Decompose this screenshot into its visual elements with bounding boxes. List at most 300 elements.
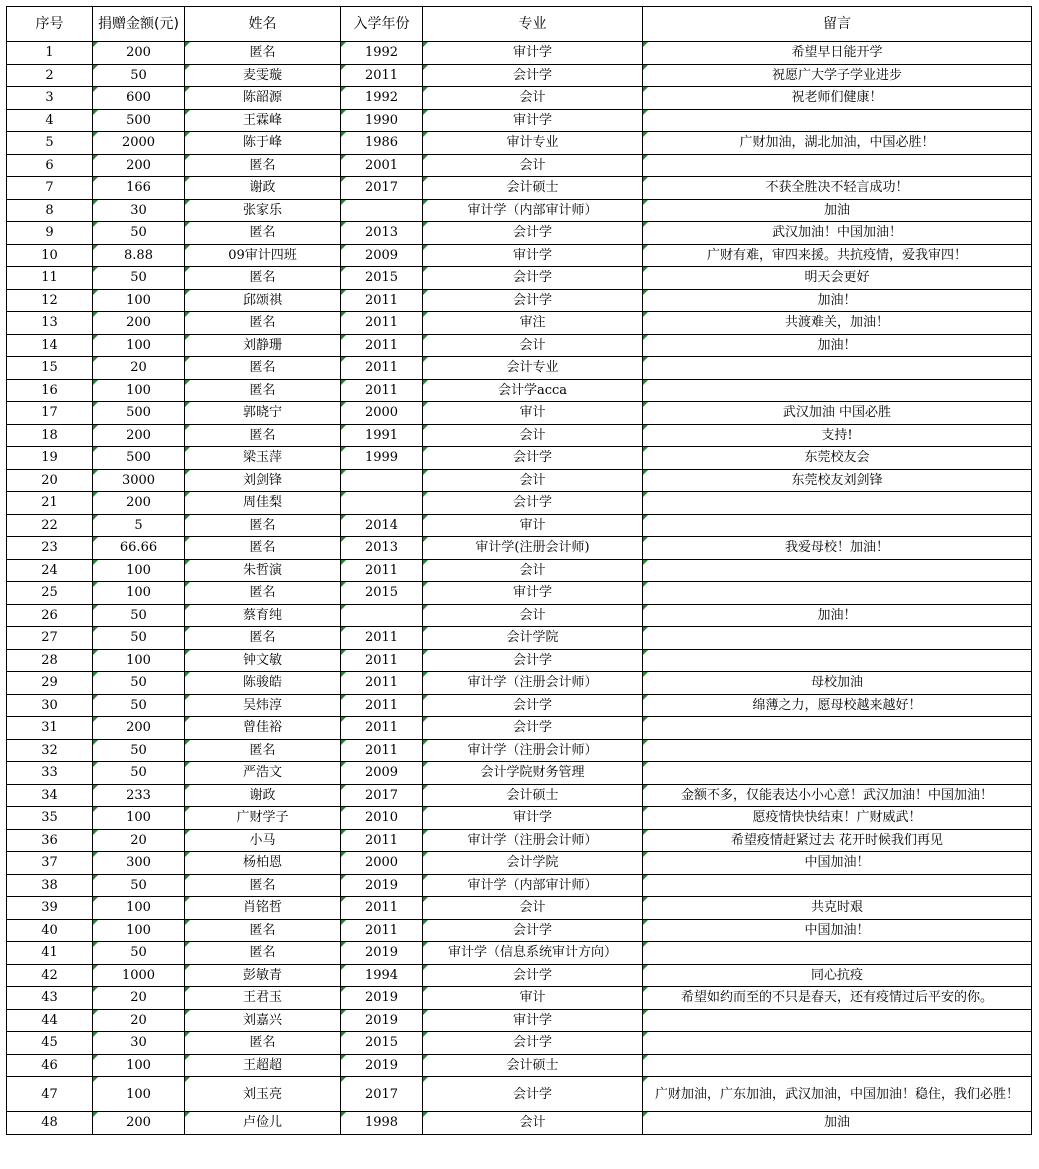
cell-name: 匿名	[185, 42, 341, 65]
cell-year: 2019	[341, 1009, 423, 1032]
cell-name: 匿名	[185, 1032, 341, 1055]
cell-name: 匿名	[185, 627, 341, 650]
cell-name: 匿名	[185, 874, 341, 897]
table-row	[7, 267, 1032, 290]
cell-message: 同心抗疫	[643, 964, 1032, 987]
table-row	[7, 807, 1032, 830]
cell-major: 审注	[423, 312, 643, 335]
cell-year: 2011	[341, 739, 423, 762]
cell-index: 2	[7, 64, 93, 87]
cell-message	[643, 559, 1032, 582]
cell-amount: 500	[93, 447, 185, 470]
cell-index: 19	[7, 447, 93, 470]
cell-year: 2011	[341, 379, 423, 402]
cell-name: 谢政	[185, 784, 341, 807]
table-row	[7, 199, 1032, 222]
cell-index: 1	[7, 42, 93, 65]
cell-index: 42	[7, 964, 93, 987]
cell-year: 1994	[341, 964, 423, 987]
cell-major: 会计	[423, 334, 643, 357]
table-body	[7, 42, 1032, 1135]
cell-amount: 50	[93, 604, 185, 627]
cell-index: 44	[7, 1009, 93, 1032]
cell-name: 肖铭哲	[185, 897, 341, 920]
cell-amount: 50	[93, 694, 185, 717]
table-row	[7, 694, 1032, 717]
cell-index: 10	[7, 244, 93, 267]
cell-amount: 50	[93, 627, 185, 650]
header-year: 入学年份	[341, 7, 423, 42]
table-row	[7, 402, 1032, 425]
cell-message	[643, 1054, 1032, 1077]
cell-name: 麦雯璇	[185, 64, 341, 87]
cell-major: 审计学（信息系统审计方向）	[423, 942, 643, 965]
cell-index: 36	[7, 829, 93, 852]
table-row	[7, 762, 1032, 785]
cell-message: 武汉加油 中国必胜	[643, 402, 1032, 425]
table-row	[7, 942, 1032, 965]
cell-name: 匿名	[185, 942, 341, 965]
cell-year: 2019	[341, 874, 423, 897]
cell-amount: 66.66	[93, 537, 185, 560]
cell-year: 2011	[341, 312, 423, 335]
cell-message	[643, 649, 1032, 672]
cell-year: 1986	[341, 132, 423, 155]
cell-message	[643, 514, 1032, 537]
cell-amount: 500	[93, 402, 185, 425]
cell-amount: 200	[93, 424, 185, 447]
cell-amount: 50	[93, 739, 185, 762]
cell-year: 2011	[341, 357, 423, 380]
cell-year: 1998	[341, 1112, 423, 1135]
donation-table	[6, 6, 1032, 1135]
cell-name: 梁玉萍	[185, 447, 341, 470]
cell-name: 匿名	[185, 739, 341, 762]
cell-year: 2000	[341, 852, 423, 875]
cell-major: 会计	[423, 424, 643, 447]
cell-amount: 50	[93, 672, 185, 695]
cell-major: 审计学（注册会计师）	[423, 829, 643, 852]
cell-major: 会计学	[423, 717, 643, 740]
cell-major: 审计学	[423, 1009, 643, 1032]
cell-message: 希望早日能开学	[643, 42, 1032, 65]
table-row	[7, 604, 1032, 627]
cell-amount: 8.88	[93, 244, 185, 267]
table-row	[7, 109, 1032, 132]
cell-major: 审计学	[423, 42, 643, 65]
cell-major: 会计学	[423, 492, 643, 515]
cell-index: 39	[7, 897, 93, 920]
cell-year: 2011	[341, 829, 423, 852]
cell-index: 26	[7, 604, 93, 627]
cell-message	[643, 582, 1032, 605]
cell-message: 加油	[643, 1112, 1032, 1135]
cell-major: 会计	[423, 897, 643, 920]
cell-year: 2001	[341, 154, 423, 177]
cell-year: 2009	[341, 244, 423, 267]
cell-message: 金额不多，仅能表达小小心意！武汉加油！中国加油！	[643, 784, 1032, 807]
cell-message: 共渡难关，加油！	[643, 312, 1032, 335]
cell-amount: 600	[93, 87, 185, 110]
cell-major: 会计学acca	[423, 379, 643, 402]
cell-amount: 200	[93, 154, 185, 177]
cell-major: 会计学院财务管理	[423, 762, 643, 785]
cell-major: 会计学	[423, 267, 643, 290]
cell-amount: 200	[93, 1112, 185, 1135]
cell-year: 2011	[341, 672, 423, 695]
cell-index: 35	[7, 807, 93, 830]
cell-name: 刘剑锋	[185, 469, 341, 492]
cell-major: 会计专业	[423, 357, 643, 380]
cell-name: 匿名	[185, 267, 341, 290]
cell-year: 2011	[341, 559, 423, 582]
cell-year: 2010	[341, 807, 423, 830]
cell-index: 40	[7, 919, 93, 942]
cell-year: 1992	[341, 42, 423, 65]
cell-name: 小马	[185, 829, 341, 852]
cell-name: 匿名	[185, 222, 341, 245]
cell-amount: 20	[93, 987, 185, 1010]
cell-amount: 50	[93, 762, 185, 785]
cell-amount: 166	[93, 177, 185, 200]
cell-amount: 200	[93, 492, 185, 515]
cell-message	[643, 762, 1032, 785]
cell-major: 会计学	[423, 1032, 643, 1055]
cell-index: 23	[7, 537, 93, 560]
cell-amount: 100	[93, 1077, 185, 1112]
cell-amount: 500	[93, 109, 185, 132]
cell-index: 48	[7, 1112, 93, 1135]
table-row	[7, 1009, 1032, 1032]
table-row	[7, 334, 1032, 357]
cell-name: 匿名	[185, 154, 341, 177]
cell-amount: 100	[93, 582, 185, 605]
table-row	[7, 222, 1032, 245]
cell-name: 匿名	[185, 379, 341, 402]
cell-amount: 30	[93, 199, 185, 222]
table-row	[7, 132, 1032, 155]
cell-message: 武汉加油！中国加油！	[643, 222, 1032, 245]
cell-major: 会计学	[423, 222, 643, 245]
cell-index: 32	[7, 739, 93, 762]
cell-amount: 30	[93, 1032, 185, 1055]
cell-name: 邱颂祺	[185, 289, 341, 312]
cell-major: 审计	[423, 402, 643, 425]
table-row	[7, 672, 1032, 695]
cell-name: 王霖峰	[185, 109, 341, 132]
cell-major: 审计学(注册会计师)	[423, 537, 643, 560]
cell-message: 绵薄之力，愿母校越来越好！	[643, 694, 1032, 717]
cell-major: 审计学（注册会计师）	[423, 672, 643, 695]
cell-index: 47	[7, 1077, 93, 1112]
cell-name: 吴炜淳	[185, 694, 341, 717]
cell-amount: 100	[93, 807, 185, 830]
table-row	[7, 469, 1032, 492]
cell-index: 15	[7, 357, 93, 380]
cell-year: 2000	[341, 402, 423, 425]
table-row	[7, 244, 1032, 267]
cell-message: 东莞校友刘剑锋	[643, 469, 1032, 492]
cell-index: 8	[7, 199, 93, 222]
cell-amount: 1000	[93, 964, 185, 987]
cell-year	[341, 199, 423, 222]
cell-index: 33	[7, 762, 93, 785]
cell-index: 11	[7, 267, 93, 290]
table-row	[7, 514, 1032, 537]
cell-name: 刘嘉兴	[185, 1009, 341, 1032]
table-row	[7, 447, 1032, 470]
cell-name: 广财学子	[185, 807, 341, 830]
table-row	[7, 289, 1032, 312]
cell-year: 2013	[341, 222, 423, 245]
cell-name: 09审计四班	[185, 244, 341, 267]
cell-amount: 233	[93, 784, 185, 807]
cell-year: 2011	[341, 694, 423, 717]
cell-message: 母校加油	[643, 672, 1032, 695]
table-row	[7, 1032, 1032, 1055]
cell-major: 会计学	[423, 919, 643, 942]
cell-name: 钟文敏	[185, 649, 341, 672]
table-row	[7, 492, 1032, 515]
cell-index: 21	[7, 492, 93, 515]
cell-index: 16	[7, 379, 93, 402]
cell-year: 2015	[341, 582, 423, 605]
cell-index: 14	[7, 334, 93, 357]
cell-name: 刘玉亮	[185, 1077, 341, 1112]
cell-message: 中国加油！	[643, 919, 1032, 942]
cell-amount: 100	[93, 919, 185, 942]
cell-name: 刘静珊	[185, 334, 341, 357]
cell-amount: 100	[93, 334, 185, 357]
cell-year: 2011	[341, 649, 423, 672]
table-row	[7, 987, 1032, 1010]
cell-index: 12	[7, 289, 93, 312]
cell-index: 13	[7, 312, 93, 335]
cell-major: 会计学院	[423, 627, 643, 650]
cell-amount: 5	[93, 514, 185, 537]
table-row	[7, 87, 1032, 110]
cell-major: 会计	[423, 469, 643, 492]
table-row	[7, 964, 1032, 987]
cell-name: 朱哲演	[185, 559, 341, 582]
cell-amount: 50	[93, 942, 185, 965]
cell-amount: 100	[93, 897, 185, 920]
cell-message: 希望疫情赶紧过去 花开时候我们再见	[643, 829, 1032, 852]
table-row	[7, 1077, 1032, 1112]
cell-message: 祝愿广大学子学业进步	[643, 64, 1032, 87]
cell-message: 广财加油，湖北加油，中国必胜！	[643, 132, 1032, 155]
table-row	[7, 42, 1032, 65]
cell-major: 审计专业	[423, 132, 643, 155]
table-row	[7, 649, 1032, 672]
cell-amount: 3000	[93, 469, 185, 492]
cell-message: 加油！	[643, 289, 1032, 312]
cell-message	[643, 109, 1032, 132]
cell-index: 17	[7, 402, 93, 425]
cell-message	[643, 379, 1032, 402]
table-row	[7, 784, 1032, 807]
header-major: 专业	[423, 7, 643, 42]
cell-index: 4	[7, 109, 93, 132]
cell-year: 1991	[341, 424, 423, 447]
cell-index: 7	[7, 177, 93, 200]
cell-year: 2009	[341, 762, 423, 785]
header-message: 留言	[643, 7, 1032, 42]
cell-name: 卢俭儿	[185, 1112, 341, 1135]
cell-name: 王超超	[185, 1054, 341, 1077]
table-row	[7, 919, 1032, 942]
cell-message: 祝老师们健康！	[643, 87, 1032, 110]
cell-major: 会计学	[423, 64, 643, 87]
table-row	[7, 1054, 1032, 1077]
header-name: 姓名	[185, 7, 341, 42]
cell-message	[643, 874, 1032, 897]
cell-major: 会计硕士	[423, 784, 643, 807]
cell-index: 31	[7, 717, 93, 740]
cell-name: 匿名	[185, 582, 341, 605]
cell-message: 广财有难，审四来援。共抗疫情，爱我审四！	[643, 244, 1032, 267]
table-row	[7, 739, 1032, 762]
table-row	[7, 1112, 1032, 1135]
cell-year: 2017	[341, 177, 423, 200]
table-row	[7, 379, 1032, 402]
cell-amount: 50	[93, 64, 185, 87]
header-amount: 捐赠金额(元)	[93, 7, 185, 42]
cell-name: 曾佳裕	[185, 717, 341, 740]
cell-amount: 200	[93, 312, 185, 335]
cell-year: 1990	[341, 109, 423, 132]
cell-name: 严浩文	[185, 762, 341, 785]
cell-name: 周佳梨	[185, 492, 341, 515]
cell-amount: 50	[93, 267, 185, 290]
cell-amount: 300	[93, 852, 185, 875]
cell-message	[643, 942, 1032, 965]
cell-index: 20	[7, 469, 93, 492]
table-row	[7, 627, 1032, 650]
cell-major: 会计学	[423, 447, 643, 470]
cell-name: 张家乐	[185, 199, 341, 222]
cell-index: 45	[7, 1032, 93, 1055]
table-row	[7, 357, 1032, 380]
cell-amount: 50	[93, 222, 185, 245]
cell-message	[643, 154, 1032, 177]
cell-major: 会计	[423, 154, 643, 177]
cell-index: 22	[7, 514, 93, 537]
table-row	[7, 424, 1032, 447]
cell-message	[643, 739, 1032, 762]
header-row	[7, 7, 1032, 42]
cell-index: 29	[7, 672, 93, 695]
cell-year: 2011	[341, 289, 423, 312]
cell-year	[341, 469, 423, 492]
cell-message: 中国加油！	[643, 852, 1032, 875]
cell-message: 加油！	[643, 604, 1032, 627]
cell-index: 6	[7, 154, 93, 177]
cell-name: 匿名	[185, 312, 341, 335]
cell-year: 2014	[341, 514, 423, 537]
cell-year: 2011	[341, 717, 423, 740]
cell-index: 38	[7, 874, 93, 897]
table-row	[7, 64, 1032, 87]
cell-year: 2011	[341, 897, 423, 920]
cell-major: 会计学院	[423, 852, 643, 875]
cell-major: 会计	[423, 604, 643, 627]
cell-index: 37	[7, 852, 93, 875]
cell-message	[643, 627, 1032, 650]
cell-year	[341, 604, 423, 627]
cell-name: 陈骏皓	[185, 672, 341, 695]
header-index: 序号	[7, 7, 93, 42]
cell-message: 共克时艰	[643, 897, 1032, 920]
cell-message: 明天会更好	[643, 267, 1032, 290]
cell-year: 2011	[341, 919, 423, 942]
cell-message: 愿疫情快快结束！广财威武！	[643, 807, 1032, 830]
cell-name: 陈韶源	[185, 87, 341, 110]
cell-year: 2015	[341, 267, 423, 290]
cell-name: 彭敏青	[185, 964, 341, 987]
cell-index: 34	[7, 784, 93, 807]
cell-amount: 100	[93, 289, 185, 312]
cell-year: 2011	[341, 64, 423, 87]
cell-major: 会计	[423, 559, 643, 582]
table-row	[7, 874, 1032, 897]
cell-index: 27	[7, 627, 93, 650]
cell-year: 2011	[341, 627, 423, 650]
cell-name: 王君玉	[185, 987, 341, 1010]
cell-major: 会计学	[423, 649, 643, 672]
cell-index: 43	[7, 987, 93, 1010]
cell-index: 28	[7, 649, 93, 672]
cell-year: 2013	[341, 537, 423, 560]
cell-year: 1999	[341, 447, 423, 470]
cell-index: 9	[7, 222, 93, 245]
cell-major: 会计学	[423, 1077, 643, 1112]
cell-amount: 100	[93, 379, 185, 402]
cell-year: 2015	[341, 1032, 423, 1055]
cell-major: 会计	[423, 87, 643, 110]
cell-message	[643, 1009, 1032, 1032]
cell-major: 会计	[423, 1112, 643, 1135]
cell-name: 蔡育纯	[185, 604, 341, 627]
cell-message: 不获全胜决不轻言成功！	[643, 177, 1032, 200]
table-row	[7, 312, 1032, 335]
cell-amount: 200	[93, 42, 185, 65]
cell-message: 希望如约而至的不只是春天，还有疫情过后平安的你。	[643, 987, 1032, 1010]
cell-major: 审计学	[423, 109, 643, 132]
cell-major: 审计学	[423, 582, 643, 605]
cell-major: 会计学	[423, 694, 643, 717]
cell-name: 匿名	[185, 514, 341, 537]
cell-index: 5	[7, 132, 93, 155]
cell-message: 加油	[643, 199, 1032, 222]
cell-major: 审计	[423, 987, 643, 1010]
table-row	[7, 829, 1032, 852]
cell-amount: 20	[93, 357, 185, 380]
table-row	[7, 897, 1032, 920]
cell-amount: 20	[93, 829, 185, 852]
table-row	[7, 559, 1032, 582]
table-row	[7, 177, 1032, 200]
cell-message: 支持!	[643, 424, 1032, 447]
cell-message: 我爱母校！加油！	[643, 537, 1032, 560]
cell-message	[643, 717, 1032, 740]
cell-year: 2017	[341, 784, 423, 807]
cell-year: 2019	[341, 987, 423, 1010]
cell-amount: 200	[93, 717, 185, 740]
cell-amount: 100	[93, 559, 185, 582]
cell-major: 审计学	[423, 244, 643, 267]
cell-amount: 2000	[93, 132, 185, 155]
